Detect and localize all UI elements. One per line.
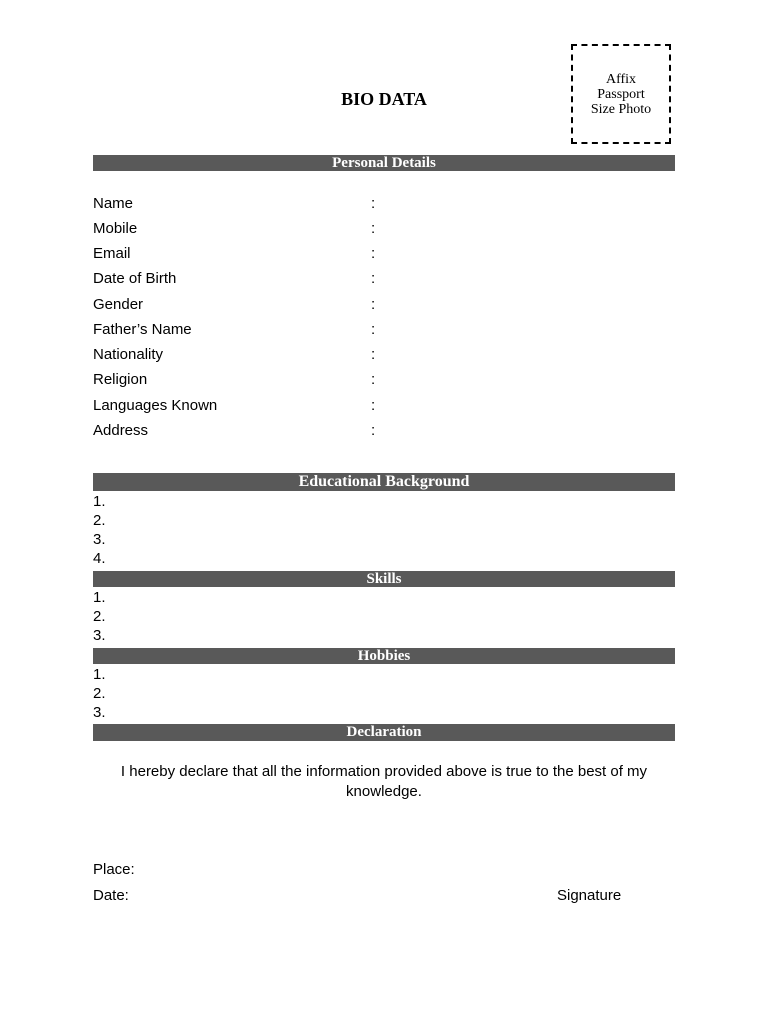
signature-label: Signature <box>557 887 622 904</box>
section-header-personal: Personal Details <box>93 155 675 171</box>
field-label-religion: Religion <box>93 371 148 388</box>
education-item: 4. <box>93 550 106 567</box>
education-item: 3. <box>93 531 106 548</box>
field-label-nationality: Nationality <box>93 346 164 363</box>
field-label-languages: Languages Known <box>93 397 218 414</box>
field-colon: : <box>371 397 376 414</box>
place-label: Place: <box>93 861 135 878</box>
skills-item: 1. <box>93 589 106 606</box>
field-label-email: Email <box>93 245 131 262</box>
education-item: 2. <box>93 512 106 529</box>
section-header-education: Educational Background <box>93 473 675 491</box>
field-label-father-name: Father’s Name <box>93 321 192 338</box>
section-header-hobbies: Hobbies <box>93 648 675 664</box>
photo-label-line2: Passport <box>597 86 645 102</box>
photo-label-line1: Affix <box>605 71 637 87</box>
date-label: Date: <box>93 887 129 904</box>
document-title: BIO DATA <box>341 89 427 109</box>
field-label-dob: Date of Birth <box>93 270 177 287</box>
field-colon: : <box>371 220 376 237</box>
field-label-gender: Gender <box>93 296 144 313</box>
declaration-text: I hereby declare that all the information provided above is true to the best of my knowledge. <box>120 763 648 800</box>
hobbies-item: 1. <box>93 666 106 683</box>
section-header-declaration: Declaration <box>93 724 675 741</box>
field-colon: : <box>371 195 376 212</box>
hobbies-item: 2. <box>93 685 106 702</box>
field-colon: : <box>371 270 376 287</box>
field-colon: : <box>371 371 376 388</box>
hobbies-item: 3. <box>93 704 106 721</box>
field-colon: : <box>371 296 376 313</box>
field-colon: : <box>371 422 376 439</box>
photo-label-line3: Size Photo <box>590 101 652 117</box>
field-colon: : <box>371 245 376 262</box>
skills-item: 3. <box>93 627 106 644</box>
field-colon: : <box>371 321 376 338</box>
section-header-skills: Skills <box>93 571 675 587</box>
field-label-address: Address <box>93 422 149 439</box>
skills-item: 2. <box>93 608 106 625</box>
education-item: 1. <box>93 493 106 510</box>
field-label-name: Name <box>93 195 134 212</box>
field-colon: : <box>371 346 376 363</box>
field-label-mobile: Mobile <box>93 220 138 237</box>
